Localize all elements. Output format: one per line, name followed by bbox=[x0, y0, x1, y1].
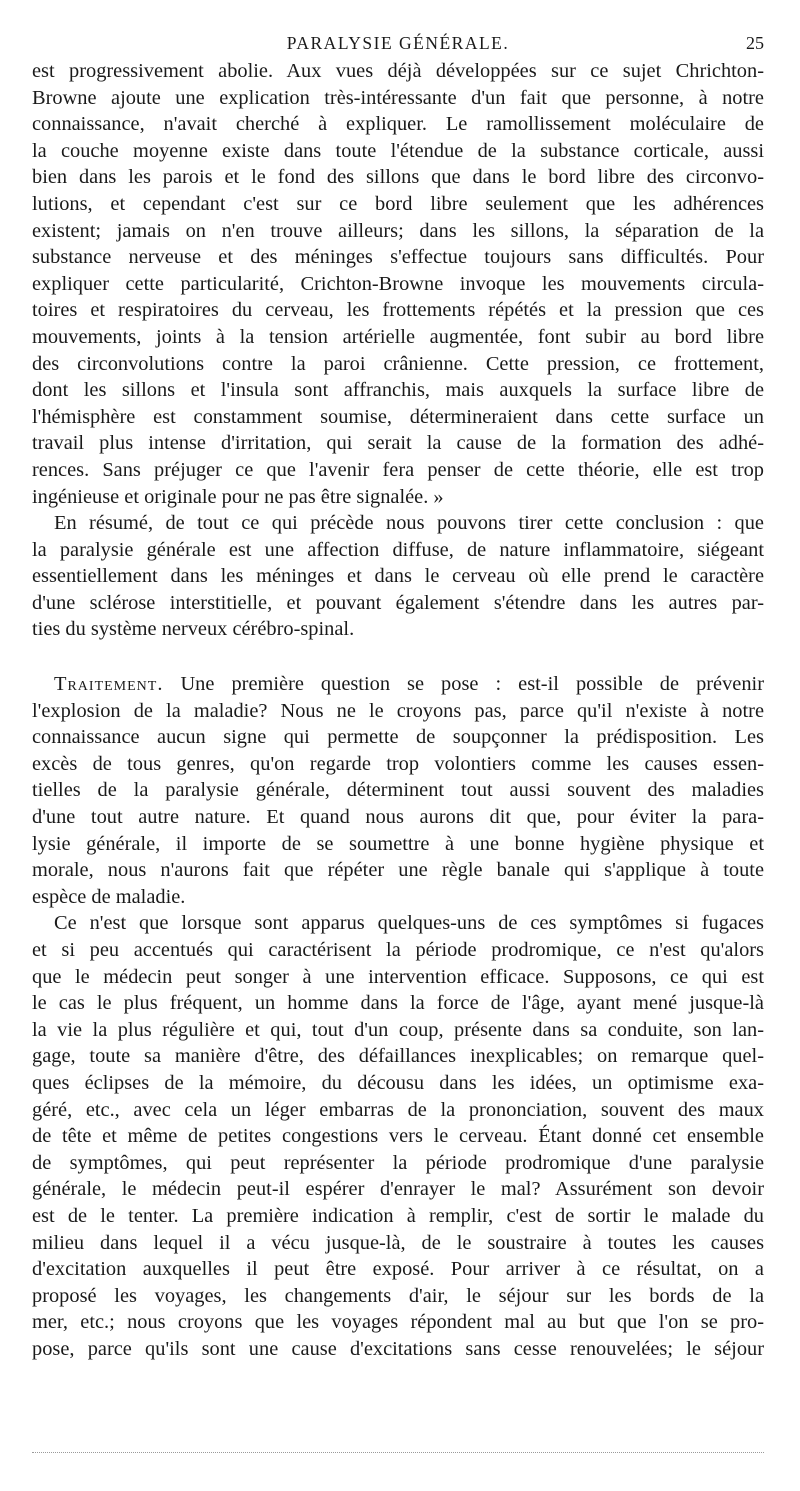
text-line: tielles de la paralysie générale, déterminent tout aussi souvent des maladies bbox=[32, 779, 764, 802]
paragraph-conclusion bbox=[32, 510, 764, 643]
text-line: connaissance aucun signe qui permette de soupçonner la prédisposition. Les bbox=[32, 726, 764, 749]
text-line: d'une sclérose interstitielle, et pouvant également s'étendre dans les autres par- bbox=[32, 591, 764, 614]
text-line: l'explosion de la maladie? Nous ne le croyons pas, parce qu'il n'existe à notre bbox=[32, 699, 764, 722]
text-line: existent; jamais on n'en trouve ailleurs; dans les sillons, la séparation de la bbox=[32, 219, 764, 242]
text-line: de symptômes, qui peut représenter la période prodromique d'une paralysie bbox=[32, 1151, 764, 1174]
page-number: 25 bbox=[746, 33, 764, 53]
text-line: essentiellement dans les méninges et dans le cerveau où elle prend le caractère bbox=[32, 565, 764, 588]
text-line: que le médecin peut songer à une intervention efficace. Supposons, ce qui est bbox=[32, 965, 764, 988]
running-title: PARALYSIE GÉNÉRALE. bbox=[286, 33, 510, 53]
text-line: la couche moyenne existe dans toute l'étendue de la substance corticale, aussi bbox=[32, 139, 764, 162]
section-heading: Traitement. bbox=[54, 673, 164, 696]
text-line: dont les sillons et l'insula sont affranchis, mais auxquels la surface libre de bbox=[32, 379, 764, 402]
text-line: Ce n'est que lorsque sont apparus quelques-uns de ces symptômes si fugaces bbox=[54, 912, 764, 935]
text-line: mouvements, joints à la tension artérielle augmentée, font subir au bord libre bbox=[32, 325, 764, 348]
text-line: d'une tout autre nature. Et quand nous aurons dit que, pour éviter la para- bbox=[32, 806, 764, 829]
text-line: de tête et même de petites congestions vers le cerveau. Étant donné cet ensemble bbox=[32, 1125, 764, 1148]
text-line: est progressivement abolie. Aux vues déjà développées sur ce sujet Chrichton- bbox=[32, 60, 764, 82]
book-page bbox=[32, 28, 764, 1363]
text-line: l'hémisphère est constamment soumise, détermineraient dans cette surface un bbox=[32, 405, 764, 428]
text-line: rences. Sans préjuger ce que l'avenir fera penser de cette théorie, elle est trop bbox=[32, 458, 764, 481]
text-line: des circonvolutions contre la paroi crânienne. Cette pression, ce frottement, bbox=[32, 352, 764, 375]
text-line: Browne ajoute une explication très-intéressante d'un fait que personne, à notre bbox=[32, 86, 764, 109]
text-line: proposé les voyages, les changements d'air, le séjour sur les bords de la bbox=[32, 1284, 764, 1307]
text-line: bien dans les parois et le fond des sillons que dans le bord libre des circonvo- bbox=[32, 166, 764, 189]
text-line: le cas le plus fréquent, un homme dans la force de l'âge, ayant mené jusque-là bbox=[32, 992, 764, 1015]
text-line: milieu dans lequel il a vécu jusque-là, de le soustraire à toutes les causes bbox=[32, 1231, 764, 1254]
bottom-dotted-rule bbox=[32, 1452, 764, 1453]
text-line: lysie générale, il importe de se soumettre à une bonne hygiène physique et bbox=[32, 832, 764, 855]
text-line: d'excitation auxquelles il peut être exposé. Pour arriver à ce résultat, on a bbox=[32, 1258, 764, 1281]
paragraph-treatment bbox=[32, 671, 764, 910]
text-line: la paralysie générale est une affection diffuse, de nature inflammatoire, siégeant bbox=[32, 538, 764, 561]
text-line: expliquer cette particularité, Crichton-Browne invoque les mouvements circula- bbox=[32, 272, 764, 295]
text-line: substance nerveuse et des méninges s'effectue toujours sans difficultés. Pour bbox=[32, 246, 764, 269]
text-line: En résumé, de tout ce qui précède nous pouvons tirer cette conclusion : que bbox=[54, 512, 764, 535]
text-line: et si peu accentués qui caractérisent la période prodromique, ce n'est qu'alors bbox=[32, 939, 764, 961]
text-line: toires et respiratoires du cerveau, les frottements répétés et la pression que ces bbox=[32, 299, 764, 322]
text-line: ques éclipses de la mémoire, du décousu dans les idées, un optimisme exa- bbox=[32, 1071, 764, 1094]
text-line: connaissance, n'avait cherché à expliquer. Le ramollissement moléculaire de bbox=[32, 113, 764, 136]
text-line: gage, toute sa manière d'être, des défaillances inexplicables; on remarque quel- bbox=[32, 1045, 764, 1068]
text-line: lutions, et cependant c'est sur ce bord libre seulement que les adhérences bbox=[32, 192, 764, 215]
text-line: ties du système nerveux cérébro-spinal. bbox=[32, 618, 355, 641]
section-first-line bbox=[32, 671, 764, 698]
paragraph-anatomy bbox=[32, 58, 764, 510]
running-header bbox=[32, 28, 764, 58]
text-line: morale, nous n'aurons fait que répéter une règle banale qui s'applique à toute bbox=[32, 859, 764, 882]
text-line: la vie la plus régulière et qui, tout d'un coup, présente dans sa conduite, son lan- bbox=[32, 1018, 764, 1041]
text-line: travail plus intense d'irritation, qui serait la cause de la formation des adhé- bbox=[32, 432, 764, 455]
text-line: mer, etc.; nous croyons que les voyages répondent mal au but que l'on se pro- bbox=[32, 1311, 764, 1334]
text-line: pose, parce qu'ils sont une cause d'excitations sans cesse renouvelées; le séjour bbox=[32, 1337, 764, 1360]
section-spacer bbox=[32, 643, 764, 671]
text-run: Une première question se pose : est-il possible de prévenir bbox=[163, 673, 764, 696]
text-line: ingénieuse et originale pour ne pas être signalée. » bbox=[32, 485, 444, 508]
text-line: géré, etc., avec cela un léger embarras de la prononciation, souvent des maux bbox=[32, 1098, 764, 1121]
text-line: excès de tous genres, qu'on regarde trop volontiers comme les causes essen- bbox=[32, 752, 764, 775]
text-line: générale, le médecin peut-il espérer d'enrayer le mal? Assurément son devoir bbox=[32, 1178, 764, 1201]
text-line: espèce de maladie. bbox=[32, 885, 186, 908]
text-line: est de le tenter. La première indication à remplir, c'est de sortir le malade du bbox=[32, 1204, 764, 1227]
paragraph-prodromic bbox=[32, 910, 764, 1362]
